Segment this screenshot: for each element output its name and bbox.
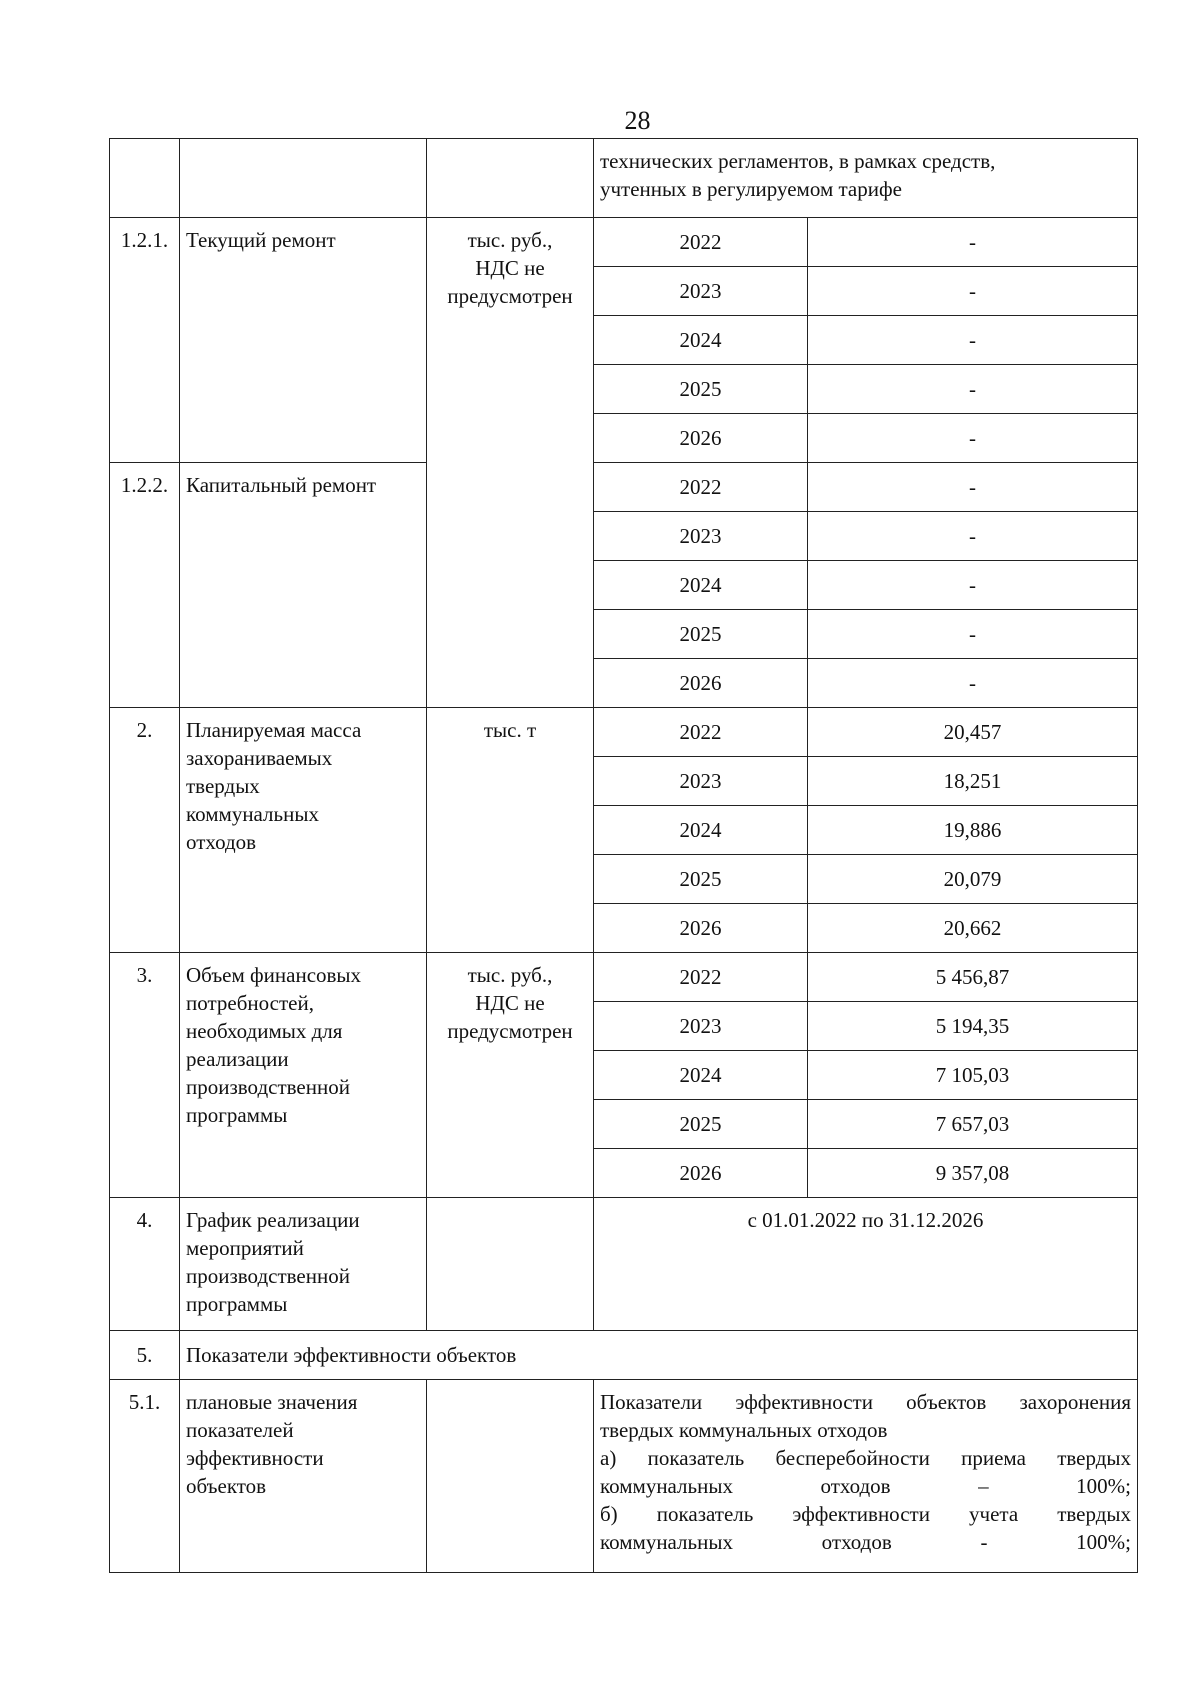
- value-cell: 7 657,03: [808, 1100, 1138, 1149]
- name-line: захораниваемых: [186, 746, 333, 770]
- row-name: [180, 1198, 427, 1331]
- page-number: 28: [624, 106, 651, 135]
- year-cell: 2022: [594, 218, 808, 267]
- table-row: [110, 1380, 1138, 1573]
- production-program-table: [109, 138, 1138, 1573]
- row-number: 1.2.1.: [110, 218, 180, 463]
- year-cell: 2026: [594, 414, 808, 463]
- value-cell: -: [808, 512, 1138, 561]
- note-line: учтенных в регулируемом тарифе: [600, 177, 902, 201]
- year-cell: 2022: [594, 953, 808, 1002]
- table-cell: [427, 1198, 594, 1331]
- year-cell: 2025: [594, 365, 808, 414]
- section-title: Показатели эффективности объектов: [180, 1331, 1138, 1380]
- name-line: потребностей,: [186, 991, 314, 1015]
- table-cell: [427, 1380, 594, 1573]
- year-cell: 2024: [594, 806, 808, 855]
- schedule-period: с 01.01.2022 по 31.12.2026: [594, 1198, 1138, 1331]
- name-line: мероприятий: [186, 1236, 304, 1260]
- name-line: производственной: [186, 1264, 350, 1288]
- name-line: производственной: [186, 1075, 350, 1099]
- name-line: твердых: [186, 774, 260, 798]
- unit-cell: [427, 953, 594, 1198]
- unit-line: НДС не: [475, 256, 545, 280]
- indicator-line: Показатели эффективности объектов захоронения: [600, 1390, 1132, 1414]
- unit-cell: [427, 218, 594, 708]
- table-cell: [180, 139, 427, 218]
- name-line: График реализации: [186, 1208, 360, 1232]
- table-cell: [427, 139, 594, 218]
- row-name: Капитальный ремонт: [180, 463, 427, 708]
- indicator-line: а) показатель бесперебойности приема твердых: [600, 1446, 1132, 1470]
- value-cell: 5 194,35: [808, 1002, 1138, 1051]
- name-line: программы: [186, 1103, 288, 1127]
- value-cell: -: [808, 561, 1138, 610]
- year-cell: 2024: [594, 1051, 808, 1100]
- year-cell: 2024: [594, 561, 808, 610]
- indicator-line: коммунальных отходов – 100%;: [600, 1474, 1132, 1498]
- year-cell: 2025: [594, 855, 808, 904]
- unit-line: НДС не: [475, 991, 545, 1015]
- name-line: коммунальных: [186, 802, 319, 826]
- unit-cell: тыс. т: [427, 708, 594, 953]
- name-line: Объем финансовых: [186, 963, 362, 987]
- row-number: 4.: [110, 1198, 180, 1331]
- year-cell: 2026: [594, 659, 808, 708]
- year-cell: 2025: [594, 1100, 808, 1149]
- note-line: технических регламентов, в рамках средств,: [600, 149, 996, 173]
- row-number: 5.1.: [110, 1380, 180, 1573]
- table-row: [110, 953, 1138, 1002]
- row-number: 5.: [110, 1331, 180, 1380]
- year-cell: 2026: [594, 904, 808, 953]
- efficiency-indicators-text: [594, 1380, 1138, 1573]
- year-cell: 2023: [594, 757, 808, 806]
- unit-line: предусмотрен: [447, 284, 573, 308]
- value-cell: 5 456,87: [808, 953, 1138, 1002]
- row-name: Текущий ремонт: [180, 218, 427, 463]
- year-cell: 2023: [594, 512, 808, 561]
- table-row: [110, 1198, 1138, 1331]
- value-cell: 18,251: [808, 757, 1138, 806]
- row-number: 1.2.2.: [110, 463, 180, 708]
- indicator-line: коммунальных отходов - 100%;: [600, 1530, 1132, 1554]
- year-cell: 2022: [594, 708, 808, 757]
- row-name: [180, 953, 427, 1198]
- table-row: [110, 139, 1138, 218]
- unit-line: тыс. руб.,: [467, 963, 553, 987]
- indicator-line: твердых коммунальных отходов: [600, 1418, 888, 1442]
- name-line: эффективности: [186, 1446, 324, 1470]
- unit-line: предусмотрен: [447, 1019, 573, 1043]
- value-cell: -: [808, 218, 1138, 267]
- row-name: [180, 708, 427, 953]
- name-line: отходов: [186, 830, 257, 854]
- value-cell: -: [808, 463, 1138, 512]
- year-cell: 2025: [594, 610, 808, 659]
- year-cell: 2023: [594, 1002, 808, 1051]
- value-cell: 9 357,08: [808, 1149, 1138, 1198]
- value-cell: -: [808, 365, 1138, 414]
- year-cell: 2022: [594, 463, 808, 512]
- value-cell: -: [808, 316, 1138, 365]
- indicator-line: б) показатель эффективности учета твердых: [600, 1502, 1132, 1526]
- table-row: [110, 463, 1138, 512]
- year-cell: 2026: [594, 1149, 808, 1198]
- year-cell: 2024: [594, 316, 808, 365]
- value-cell: 20,079: [808, 855, 1138, 904]
- name-line: Планируемая масса: [186, 718, 362, 742]
- value-cell: 20,662: [808, 904, 1138, 953]
- value-cell: -: [808, 267, 1138, 316]
- row-number: 2.: [110, 708, 180, 953]
- table-row: [110, 708, 1138, 757]
- value-cell: 7 105,03: [808, 1051, 1138, 1100]
- value-cell: 19,886: [808, 806, 1138, 855]
- name-line: необходимых для: [186, 1019, 343, 1043]
- name-line: плановые значения: [186, 1390, 358, 1414]
- row-name: [180, 1380, 427, 1573]
- table-row: [110, 1331, 1138, 1380]
- value-cell: -: [808, 659, 1138, 708]
- year-cell: 2023: [594, 267, 808, 316]
- name-line: показателей: [186, 1418, 294, 1442]
- name-line: реализации: [186, 1047, 289, 1071]
- continuation-note: [594, 139, 1138, 218]
- value-cell: 20,457: [808, 708, 1138, 757]
- value-cell: -: [808, 414, 1138, 463]
- name-line: объектов: [186, 1474, 267, 1498]
- value-cell: -: [808, 610, 1138, 659]
- name-line: программы: [186, 1292, 288, 1316]
- row-number: 3.: [110, 953, 180, 1198]
- unit-line: тыс. руб.,: [467, 228, 553, 252]
- table-row: [110, 218, 1138, 267]
- table-cell: [110, 139, 180, 218]
